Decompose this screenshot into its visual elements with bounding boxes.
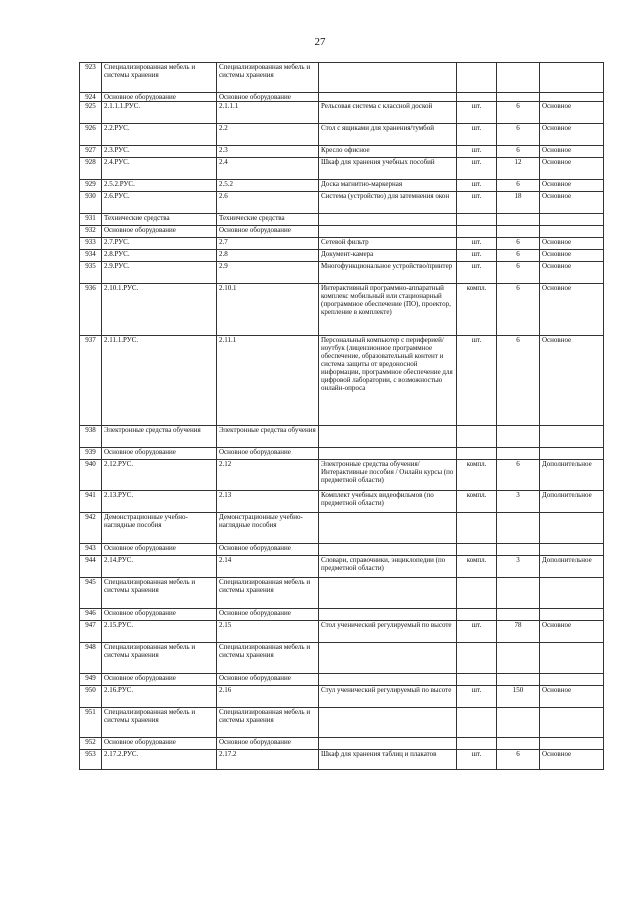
unit-cell	[457, 513, 497, 544]
row-number-cell: 923	[80, 63, 102, 93]
item-name-cell	[319, 63, 457, 93]
item-name-cell: Многофункциональное устройство/принтер	[319, 262, 457, 284]
unit-cell	[457, 544, 497, 556]
item-name-cell	[319, 609, 457, 621]
type-cell: Основное	[540, 192, 604, 214]
code-cell: 2.1.1.1.РУС.	[102, 102, 217, 124]
type-cell: Основное	[540, 262, 604, 284]
quantity-cell: 6	[497, 750, 540, 770]
quantity-cell	[497, 544, 540, 556]
unit-cell: шт.	[457, 238, 497, 250]
table-row	[80, 102, 604, 124]
table-row	[80, 238, 604, 250]
code-cell: Технические средства	[102, 214, 217, 226]
row-number-cell: 936	[80, 284, 102, 336]
item-name-cell	[319, 226, 457, 238]
quantity-cell: 6	[497, 102, 540, 124]
unit-cell	[457, 426, 497, 448]
type-cell: Дополнительное	[540, 556, 604, 578]
subcode-cell: 2.9	[217, 262, 319, 284]
code-cell: Основное оборудование	[102, 544, 217, 556]
item-name-cell	[319, 708, 457, 738]
item-name-cell: Стол ученический регулируемый по высоте	[319, 621, 457, 643]
quantity-cell: 6	[497, 238, 540, 250]
type-cell	[540, 643, 604, 674]
table-row	[80, 284, 604, 336]
item-name-cell: Шкаф для хранения учебных пособий	[319, 158, 457, 180]
quantity-cell: 6	[497, 146, 540, 158]
code-cell: 2.10.1.РУС.	[102, 284, 217, 336]
row-number-cell: 938	[80, 426, 102, 448]
code-cell: Специализированная мебель и системы хранения	[102, 578, 217, 609]
type-cell: Основное	[540, 250, 604, 262]
code-cell: 2.8.РУС.	[102, 250, 217, 262]
item-name-cell: Стол с ящиками для хранения/тумбой	[319, 124, 457, 146]
unit-cell: шт.	[457, 180, 497, 192]
unit-cell: шт.	[457, 146, 497, 158]
code-cell: 2.14.РУС.	[102, 556, 217, 578]
quantity-cell	[497, 674, 540, 686]
type-cell	[540, 226, 604, 238]
item-name-cell	[319, 513, 457, 544]
item-name-cell: Сетевой фильтр	[319, 238, 457, 250]
subcode-cell: Специализированная мебель и системы хранения	[217, 578, 319, 609]
row-number-cell: 941	[80, 491, 102, 513]
code-cell: Основное оборудование	[102, 609, 217, 621]
item-name-cell: Словари, справочники, энциклопедии (по предметной области)	[319, 556, 457, 578]
row-number-cell: 944	[80, 556, 102, 578]
row-number-cell: 952	[80, 738, 102, 750]
row-number-cell: 953	[80, 750, 102, 770]
quantity-cell	[497, 426, 540, 448]
code-cell: 2.7.РУС.	[102, 238, 217, 250]
unit-cell	[457, 738, 497, 750]
subcode-cell: Демонстрационные учебно-наглядные пособия	[217, 513, 319, 544]
code-cell: Специализированная мебель и системы хранения	[102, 708, 217, 738]
table-row	[80, 124, 604, 146]
type-cell: Дополнительное	[540, 491, 604, 513]
table-row	[80, 578, 604, 609]
item-name-cell	[319, 643, 457, 674]
quantity-cell: 150	[497, 686, 540, 708]
subcode-cell: 2.10.1	[217, 284, 319, 336]
unit-cell: шт.	[457, 102, 497, 124]
type-cell: Основное	[540, 180, 604, 192]
quantity-cell	[497, 93, 540, 102]
row-number-cell: 932	[80, 226, 102, 238]
type-cell: Дополнительное	[540, 460, 604, 491]
unit-cell	[457, 643, 497, 674]
subcode-cell: 2.12	[217, 460, 319, 491]
table-row	[80, 214, 604, 226]
row-number-cell: 937	[80, 336, 102, 426]
unit-cell	[457, 609, 497, 621]
subcode-cell: 2.3	[217, 146, 319, 158]
type-cell	[540, 544, 604, 556]
type-cell: Основное	[540, 124, 604, 146]
subcode-cell: 2.5.2	[217, 180, 319, 192]
unit-cell	[457, 708, 497, 738]
subcode-cell: 2.2	[217, 124, 319, 146]
code-cell: Демонстрационные учебно-наглядные пособия	[102, 513, 217, 544]
quantity-cell: 3	[497, 491, 540, 513]
table-row	[80, 448, 604, 460]
row-number-cell: 934	[80, 250, 102, 262]
unit-cell: компл.	[457, 284, 497, 336]
item-name-cell: Кресло офисное	[319, 146, 457, 158]
row-number-cell: 947	[80, 621, 102, 643]
table-row	[80, 513, 604, 544]
type-cell	[540, 708, 604, 738]
subcode-cell: 2.11.1	[217, 336, 319, 426]
code-cell: 2.17.2.РУС.	[102, 750, 217, 770]
subcode-cell: 2.13	[217, 491, 319, 513]
unit-cell	[457, 214, 497, 226]
item-name-cell	[319, 544, 457, 556]
code-cell: 2.5.2.РУС.	[102, 180, 217, 192]
type-cell: Основное	[540, 284, 604, 336]
row-number-cell: 950	[80, 686, 102, 708]
quantity-cell: 3	[497, 556, 540, 578]
type-cell: Основное	[540, 750, 604, 770]
code-cell: 2.4.РУС.	[102, 158, 217, 180]
type-cell	[540, 513, 604, 544]
type-cell: Основное	[540, 158, 604, 180]
row-number-cell: 926	[80, 124, 102, 146]
quantity-cell: 6	[497, 460, 540, 491]
subcode-cell: 2.1.1.1	[217, 102, 319, 124]
code-cell: 2.15.РУС.	[102, 621, 217, 643]
table-row	[80, 686, 604, 708]
subcode-cell: Основное оборудование	[217, 448, 319, 460]
row-number-cell: 927	[80, 146, 102, 158]
quantity-cell	[497, 214, 540, 226]
quantity-cell: 6	[497, 250, 540, 262]
item-name-cell: Стул ученический регулируемый по высоте	[319, 686, 457, 708]
code-cell: Основное оборудование	[102, 93, 217, 102]
type-cell: Основное	[540, 621, 604, 643]
row-number-cell: 935	[80, 262, 102, 284]
subcode-cell: 2.17.2	[217, 750, 319, 770]
code-cell: 2.13.РУС.	[102, 491, 217, 513]
code-cell: Основное оборудование	[102, 674, 217, 686]
quantity-cell: 6	[497, 124, 540, 146]
table-row	[80, 146, 604, 158]
item-name-cell: Интерактивный программно-аппаратный комплекс мобильный или стационарный (программное обеспечение (ПО), проектор, крепление в комплекте)	[319, 284, 457, 336]
row-number-cell: 933	[80, 238, 102, 250]
unit-cell	[457, 674, 497, 686]
quantity-cell	[497, 578, 540, 609]
type-cell: Основное	[540, 102, 604, 124]
code-cell: 2.6.РУС.	[102, 192, 217, 214]
subcode-cell: 2.8	[217, 250, 319, 262]
unit-cell: шт.	[457, 336, 497, 426]
code-cell: 2.9.РУС.	[102, 262, 217, 284]
code-cell: Электронные средства обучения	[102, 426, 217, 448]
table-body	[80, 63, 604, 770]
code-cell: Основное оборудование	[102, 738, 217, 750]
subcode-cell: Основное оборудование	[217, 738, 319, 750]
item-name-cell: Электронные средства обучения/Интерактивные пособия / Онлайн курсы (по предметной области)	[319, 460, 457, 491]
unit-cell: шт.	[457, 158, 497, 180]
table-row	[80, 750, 604, 770]
subcode-cell: Основное оборудование	[217, 226, 319, 238]
item-name-cell	[319, 674, 457, 686]
item-name-cell: Персональный компьютер с периферией/ноутбук (лицензионное программное обеспечение, образовательный контент и система защиты от вредоносной информации, программное обеспечение для цифровой лаборатории, с возможностью онлайн-опроса	[319, 336, 457, 426]
item-name-cell	[319, 214, 457, 226]
subcode-cell: Специализированная мебель и системы хранения	[217, 643, 319, 674]
type-cell: Основное	[540, 686, 604, 708]
table-row	[80, 63, 604, 93]
item-name-cell: Шкаф для хранения таблиц и плакатов	[319, 750, 457, 770]
row-number-cell: 943	[80, 544, 102, 556]
unit-cell	[457, 226, 497, 238]
table-row	[80, 609, 604, 621]
quantity-cell	[497, 708, 540, 738]
subcode-cell: Основное оборудование	[217, 609, 319, 621]
item-name-cell	[319, 93, 457, 102]
table-row	[80, 556, 604, 578]
unit-cell: компл.	[457, 491, 497, 513]
row-number-cell: 940	[80, 460, 102, 491]
quantity-cell	[497, 513, 540, 544]
quantity-cell: 6	[497, 262, 540, 284]
row-number-cell: 942	[80, 513, 102, 544]
quantity-cell	[497, 609, 540, 621]
subcode-cell: 2.4	[217, 158, 319, 180]
table-row	[80, 262, 604, 284]
code-cell: Специализированная мебель и системы хранения	[102, 643, 217, 674]
subcode-cell: Основное оборудование	[217, 544, 319, 556]
unit-cell: компл.	[457, 556, 497, 578]
unit-cell: шт.	[457, 250, 497, 262]
type-cell: Основное	[540, 146, 604, 158]
subcode-cell: Электронные средства обучения	[217, 426, 319, 448]
item-name-cell: Документ-камера	[319, 250, 457, 262]
row-number-cell: 948	[80, 643, 102, 674]
row-number-cell: 929	[80, 180, 102, 192]
unit-cell	[457, 93, 497, 102]
quantity-cell	[497, 226, 540, 238]
row-number-cell: 949	[80, 674, 102, 686]
subcode-cell: Основное оборудование	[217, 674, 319, 686]
table-row	[80, 250, 604, 262]
subcode-cell: 2.16	[217, 686, 319, 708]
unit-cell	[457, 63, 497, 93]
subcode-cell: Основное оборудование	[217, 93, 319, 102]
type-cell	[540, 674, 604, 686]
type-cell: Основное	[540, 336, 604, 426]
subcode-cell: Технические средства	[217, 214, 319, 226]
row-number-cell: 939	[80, 448, 102, 460]
type-cell	[540, 448, 604, 460]
equipment-table	[79, 62, 604, 770]
item-name-cell: Комплект учебных видеофильмов (по предметной области)	[319, 491, 457, 513]
table-row	[80, 621, 604, 643]
row-number-cell: 930	[80, 192, 102, 214]
type-cell	[540, 578, 604, 609]
quantity-cell: 78	[497, 621, 540, 643]
table-row	[80, 192, 604, 214]
unit-cell	[457, 578, 497, 609]
unit-cell: шт.	[457, 192, 497, 214]
subcode-cell: 2.7	[217, 238, 319, 250]
quantity-cell: 12	[497, 158, 540, 180]
table-row	[80, 544, 604, 556]
quantity-cell: 6	[497, 284, 540, 336]
item-name-cell	[319, 448, 457, 460]
unit-cell: шт.	[457, 750, 497, 770]
code-cell: Основное оборудование	[102, 448, 217, 460]
quantity-cell	[497, 448, 540, 460]
quantity-cell: 18	[497, 192, 540, 214]
item-name-cell: Система (устройство) для затемнения окон	[319, 192, 457, 214]
code-cell: 2.2.РУС.	[102, 124, 217, 146]
table-row	[80, 460, 604, 491]
type-cell	[540, 63, 604, 93]
table-row	[80, 708, 604, 738]
table-row	[80, 738, 604, 750]
row-number-cell: 946	[80, 609, 102, 621]
subcode-cell: Специализированная мебель и системы хранения	[217, 708, 319, 738]
table-row	[80, 93, 604, 102]
row-number-cell: 928	[80, 158, 102, 180]
unit-cell	[457, 448, 497, 460]
quantity-cell	[497, 63, 540, 93]
subcode-cell: 2.14	[217, 556, 319, 578]
type-cell	[540, 609, 604, 621]
table-row	[80, 180, 604, 192]
row-number-cell: 925	[80, 102, 102, 124]
quantity-cell: 6	[497, 336, 540, 426]
item-name-cell: Рельсовая система с классной доской	[319, 102, 457, 124]
code-cell: 2.16.РУС.	[102, 686, 217, 708]
subcode-cell: 2.15	[217, 621, 319, 643]
item-name-cell: Доска магнитно-маркерная	[319, 180, 457, 192]
row-number-cell: 924	[80, 93, 102, 102]
row-number-cell: 945	[80, 578, 102, 609]
code-cell: 2.3.РУС.	[102, 146, 217, 158]
type-cell	[540, 738, 604, 750]
item-name-cell	[319, 578, 457, 609]
unit-cell: шт.	[457, 621, 497, 643]
quantity-cell: 6	[497, 180, 540, 192]
code-cell: 2.12.РУС.	[102, 460, 217, 491]
table-row	[80, 336, 604, 426]
table-row	[80, 674, 604, 686]
subcode-cell: Специализированная мебель и системы хранения	[217, 63, 319, 93]
unit-cell: компл.	[457, 460, 497, 491]
unit-cell: шт.	[457, 124, 497, 146]
type-cell	[540, 93, 604, 102]
row-number-cell: 951	[80, 708, 102, 738]
table-row	[80, 426, 604, 448]
table-row	[80, 158, 604, 180]
item-name-cell	[319, 426, 457, 448]
type-cell	[540, 214, 604, 226]
type-cell	[540, 426, 604, 448]
type-cell: Основное	[540, 238, 604, 250]
code-cell: Основное оборудование	[102, 226, 217, 238]
table-row	[80, 491, 604, 513]
table-row	[80, 226, 604, 238]
code-cell: 2.11.1.РУС.	[102, 336, 217, 426]
unit-cell: шт.	[457, 262, 497, 284]
code-cell: Специализированная мебель и системы хранения	[102, 63, 217, 93]
page-number: 27	[314, 36, 326, 48]
quantity-cell	[497, 643, 540, 674]
row-number-cell: 931	[80, 214, 102, 226]
table-row	[80, 643, 604, 674]
subcode-cell: 2.6	[217, 192, 319, 214]
item-name-cell	[319, 738, 457, 750]
unit-cell: шт.	[457, 686, 497, 708]
quantity-cell	[497, 738, 540, 750]
